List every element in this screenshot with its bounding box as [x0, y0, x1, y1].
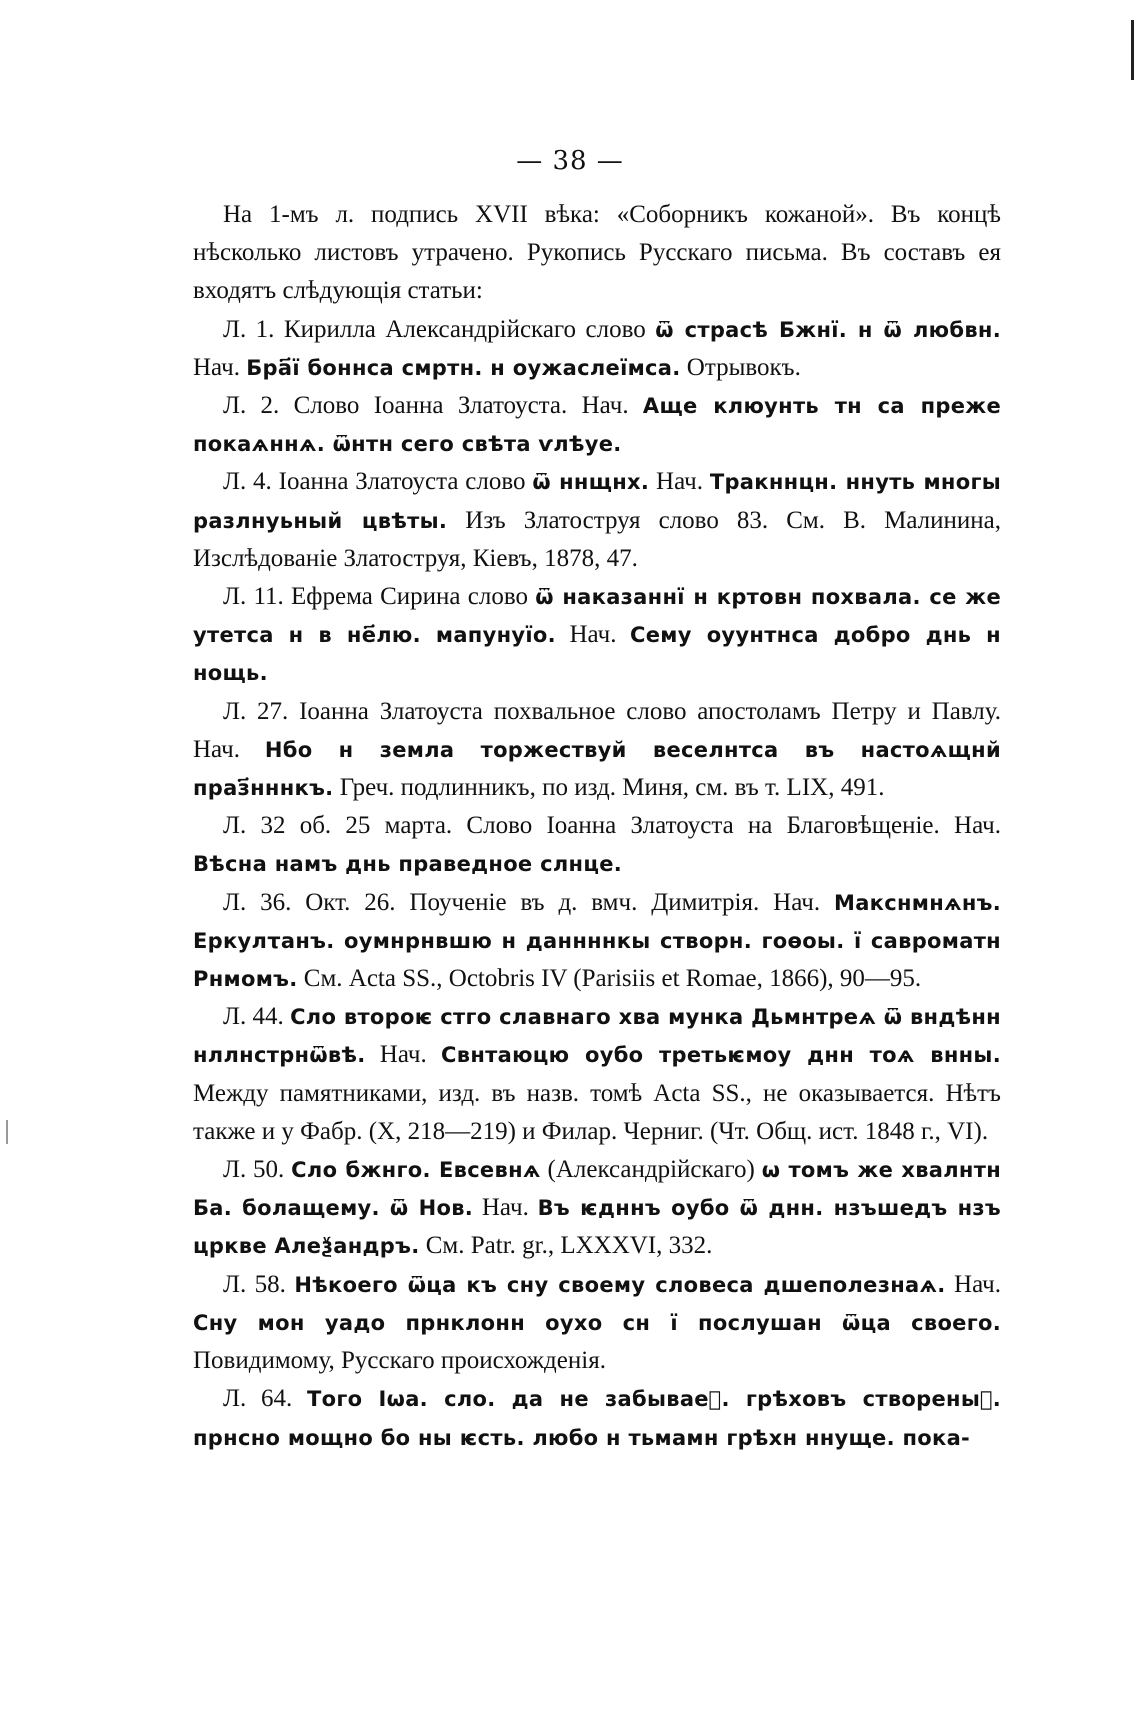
entry-text: Изъ Златоструя слово 83. См. В. Малинина, Изслѣдованіе Златоструя, Кіевъ, 1878, 47.: [193, 506, 1001, 572]
slavonic-incipit: Въ ѥдннъ оубо ѿ днн. нзъшедъ нзъ цркве Алеѯандръ.: [193, 1196, 1001, 1259]
entry-text: Л. 50.: [223, 1156, 285, 1184]
scan-speck-mark: [6, 1120, 8, 1144]
entry-text: Л. 44.: [223, 1003, 284, 1031]
entry-leaf-36: [193, 884, 1001, 999]
page-number: — 38 —: [516, 146, 624, 176]
entry-text: Нач.: [481, 1194, 529, 1222]
entry-leaf-1: [193, 311, 1001, 387]
slavonic-incipit: Аще клюунть тн са преже покаѧннѧ. ѿнтн сего свѣта ѵлѣуе.: [193, 394, 1001, 457]
entry-text: Л. 64.: [223, 1385, 293, 1413]
slavonic-title: ѿ наказаннї н кртовн похвала. се же утетса н в не҃лю. мапунуїо.: [193, 585, 1001, 648]
slavonic-incipit: Тракннцн. ннуть многы разлнуьный цвѣты.: [193, 470, 1002, 533]
intro-paragraph: На 1-мъ л. подпись XVII вѣка: «Соборникъ кожаной». Въ концѣ нѣсколько листовъ утрачено. Рукопись Русскаго письма. Въ составъ ея входятъ слѣдующія статьи:: [193, 201, 1001, 305]
slavonic-incipit: Сну мон уадо прнклонн оухо сн ї послушан ѿца своего.: [193, 1310, 1001, 1335]
entry-text: Нач.: [379, 1041, 427, 1069]
entry-text: Нач.: [193, 353, 240, 381]
entry-text: См. Patr. gr., LXXXVI, 332.: [425, 1232, 713, 1260]
main-text: [193, 196, 1001, 1457]
entry-leaf-32: [193, 807, 1001, 883]
entry-leaf-64: [193, 1380, 1001, 1456]
entry-text: Л. 2. Слово Іоанна Златоуста. Нач.: [223, 392, 629, 420]
entry-leaf-44: [193, 998, 1001, 1151]
slavonic-title: ѿ ннщнх.: [532, 470, 650, 495]
slavonic-title: Того Іѡа. сло. да не забываеⷨ. грѣховъ створеныⷯ. прнсно мощно бо ны ѥсть. любо н тьмамн грѣхн ннуще. пока-: [193, 1387, 1001, 1450]
slavonic-title: Сло бжнго. Евсевнѧ: [291, 1158, 541, 1183]
entry-text: Л. 36. Окт. 26. Поученіе въ д. вмч. Димитрія. Нач.: [223, 888, 821, 916]
entry-text: Л. 11. Ефрема Сирина слово: [223, 583, 528, 611]
entry-text: Повидимому, Русскаго происхожденія.: [193, 1347, 606, 1375]
entry-text: Нач.: [656, 468, 703, 496]
entry-leaf-11: [193, 578, 1001, 693]
entry-text: Отрывокъ.: [686, 353, 801, 381]
slavonic-incipit: Свнтаюцю оубо третьѥмоу днн тоѧ внны.: [441, 1043, 1002, 1068]
slavonic-incipit: Сему оуунтнса добро днь н нощь.: [193, 623, 1001, 686]
slavonic-incipit: Бра҃ї боннса смртн. н оужаслеїмса.: [246, 355, 681, 380]
slavonic-incipit: Макснмнѧнъ. Еркулτанъ. оумнрнвшю н даннннкы створн. гоѳоы. ї савроматн Рнмомъ.: [193, 890, 1002, 992]
entry-text: Л. 58.: [223, 1270, 286, 1298]
entry-text: (Александрійскаго): [547, 1156, 755, 1184]
entry-text: Л. 1. Кирилла Александрійскаго слово: [223, 315, 646, 343]
entry-text: Л. 4. Іоанна Златоуста слово: [223, 468, 526, 496]
entry-text: Нач.: [954, 1270, 1002, 1298]
slavonic-title: ѿ страсѣ Бжнї. н ѿ любвн.: [655, 317, 1001, 342]
entry-text: Л. 32 об. 25 марта. Слово Іоанна Златоуста на Благовѣщеніе. Нач.: [223, 812, 1001, 840]
slavonic-incipit: Нбо н земла торжествуй веселнтса въ настоѧщнй праз҃нннкъ.: [193, 737, 1001, 801]
entry-text: Нач.: [569, 621, 617, 649]
entry-leaf-58: [193, 1266, 1001, 1381]
entry-leaf-4: [193, 463, 1001, 578]
slavonic-title: Сло второѥ стго славнаго хва мунка Дьмнтреѧ ѿ вндѣнн нллнстрнѿвѣ.: [193, 1005, 1001, 1068]
slavonic-title: ѡ томъ же хвалнтн Ба. болащему. ѿ Нов.: [193, 1158, 1002, 1221]
slavonic-title: Нѣкоего ѿца къ сну своему словеса дшеполезнаѧ.: [294, 1272, 946, 1297]
slavonic-incipit: Вѣсна намъ днь праведное слнце.: [193, 852, 623, 877]
entry-leaf-2: [193, 387, 1001, 463]
entry-text: Греч. подлинникъ, по изд. Миня, см. въ т. LIX, 491.: [339, 774, 885, 802]
entry-text: См. Acta SS., Octobris IV (Parisiis et Romae, 1866), 90—95.: [303, 965, 922, 993]
entry-text: Между памятниками, изд. въ назв. томѣ Acta SS., не оказывается. Нѣтъ также и у Фабр. (X, 218—219) и Филар. Черниг. (Чт. Общ. ист. 1848 г., VI).: [193, 1079, 1001, 1145]
entry-leaf-50: [193, 1151, 1001, 1266]
entry-text: Л. 27. Іоанна Златоуста похвальное слово апостоламъ Петру и Павлу. Нач.: [193, 697, 1001, 763]
entry-leaf-27: [193, 693, 1001, 808]
scan-edge-mark: [1131, 20, 1134, 80]
